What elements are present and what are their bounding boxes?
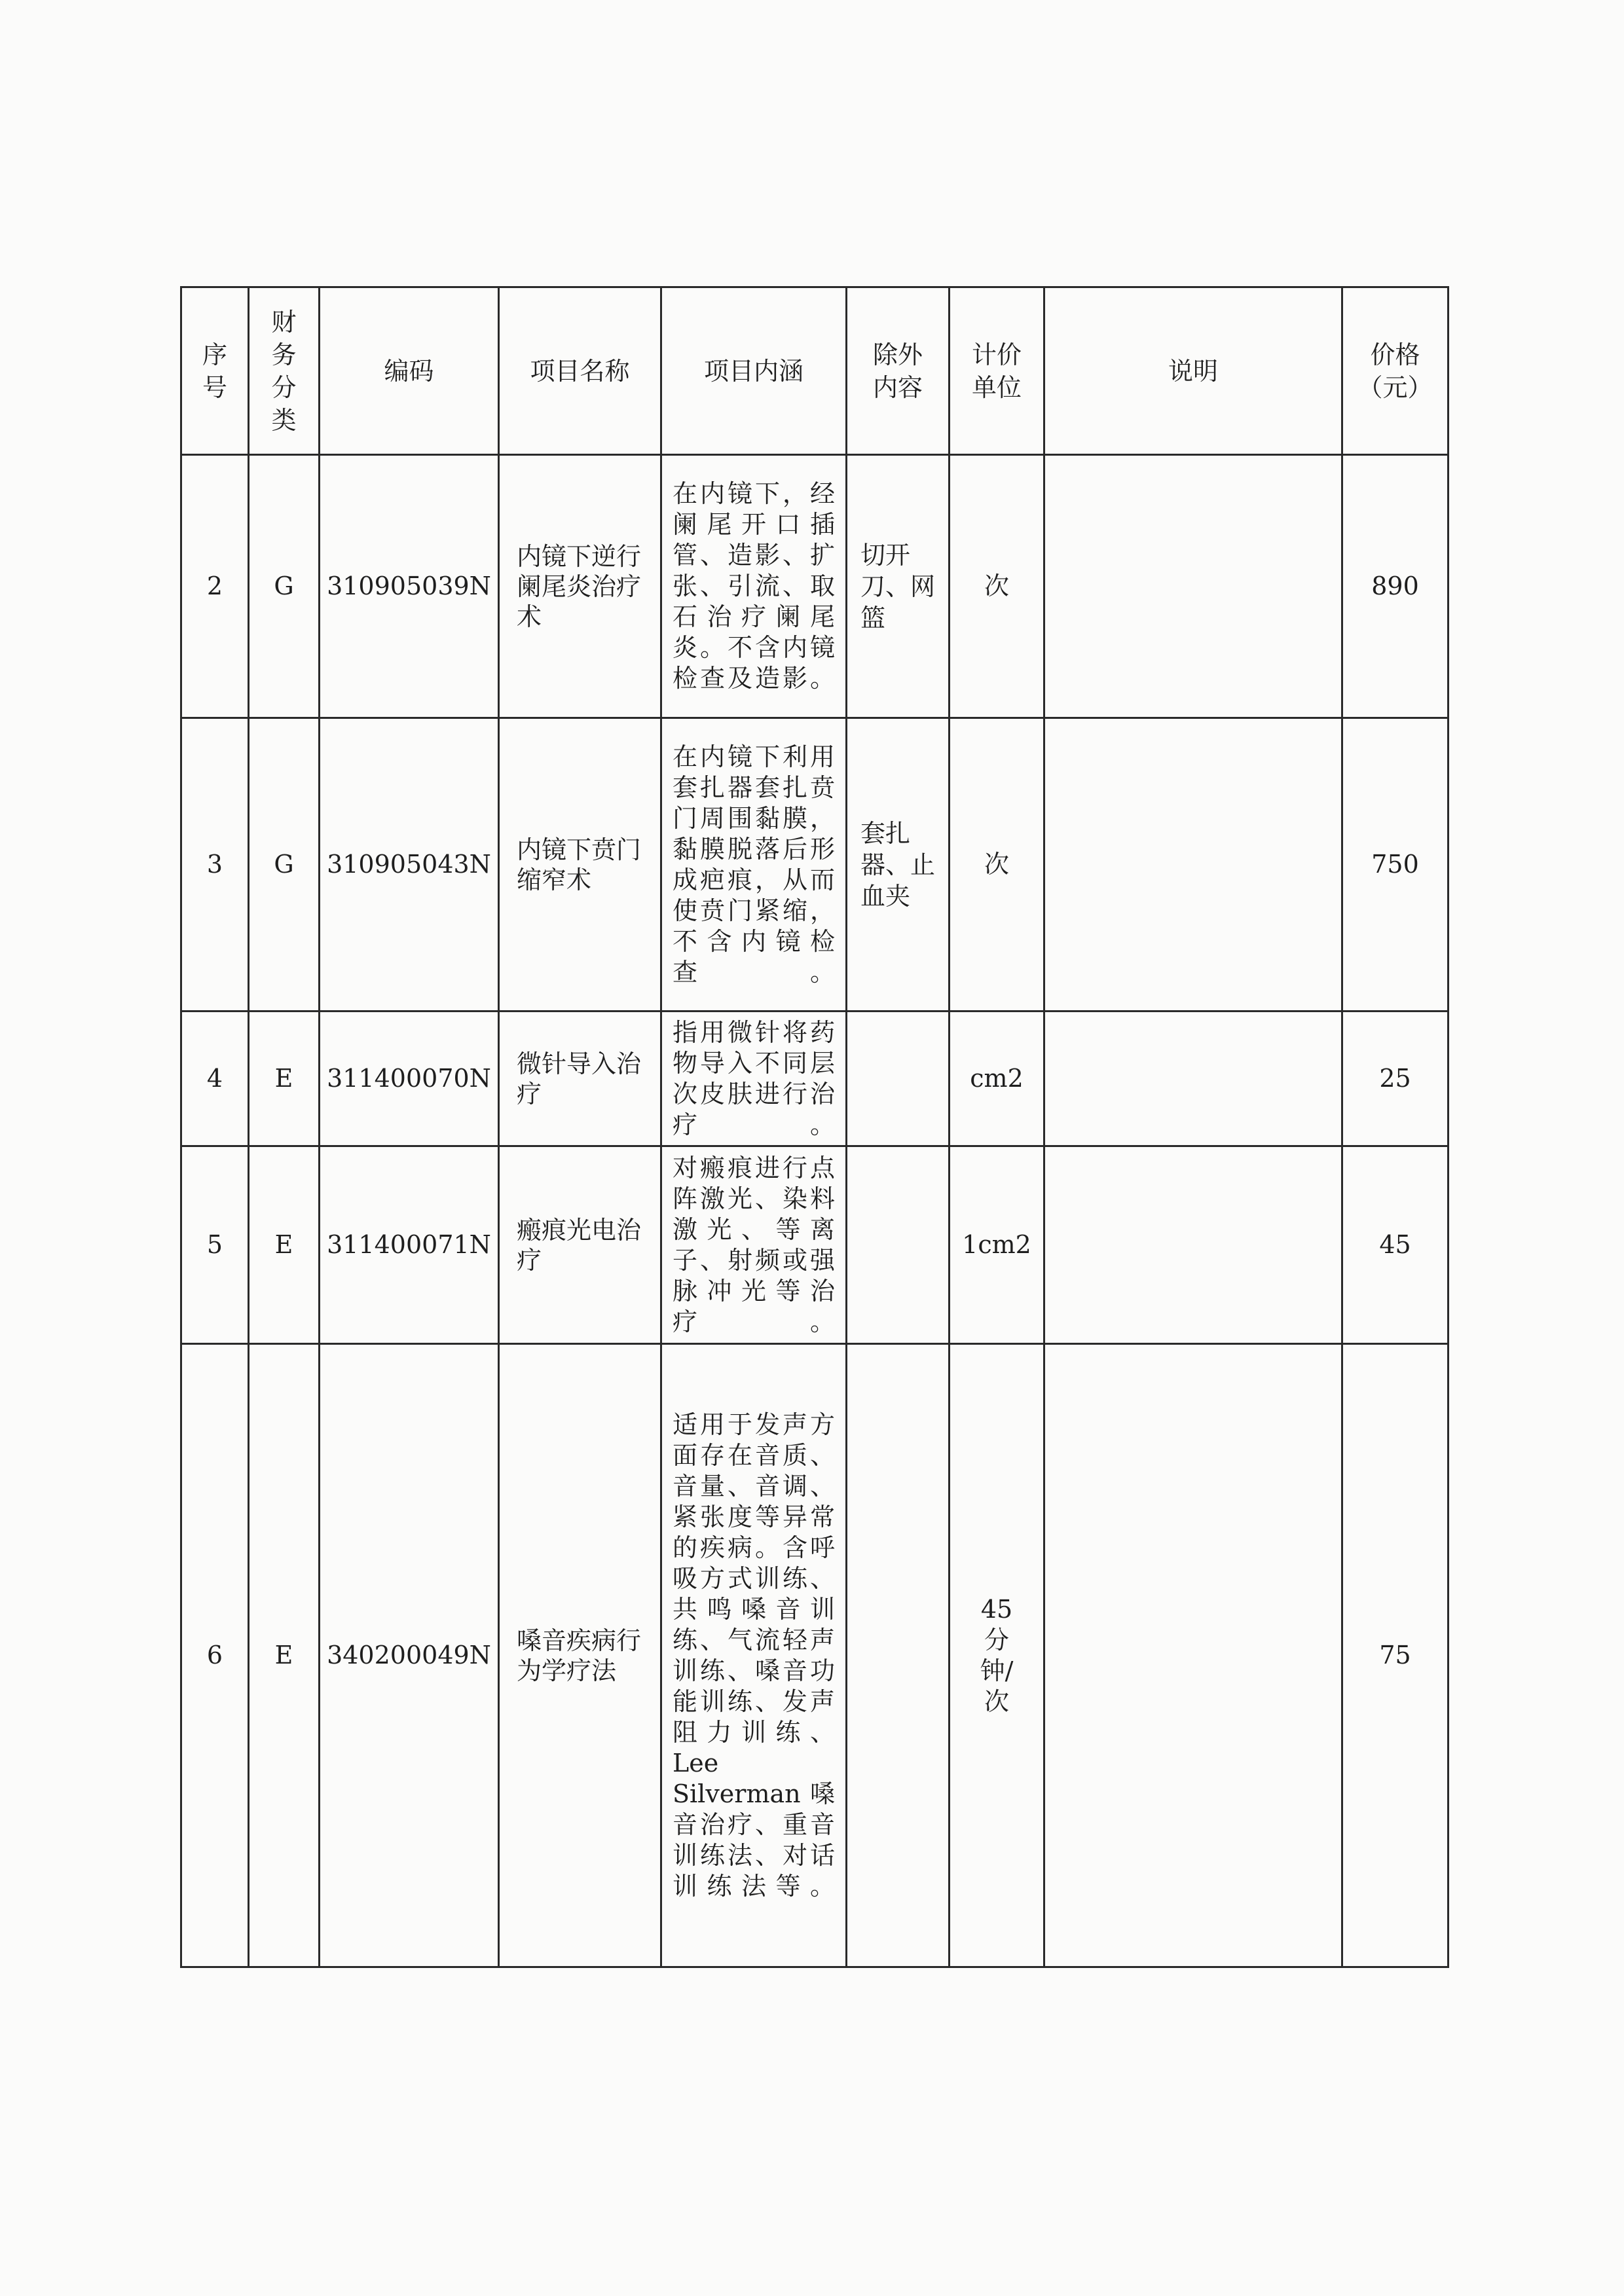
header-unit-text: 计价 单位 bbox=[971, 340, 1022, 402]
cell-name: 内镜下贲门缩窄术 bbox=[499, 718, 661, 1011]
table-row bbox=[181, 455, 1449, 718]
cell-code: 310905043N bbox=[320, 718, 499, 1011]
table-row bbox=[181, 1011, 1449, 1146]
header-seq bbox=[181, 287, 249, 455]
header-name-text: 项目名称 bbox=[530, 356, 630, 386]
cell-exclude bbox=[847, 1344, 950, 1967]
cell-price: 750 bbox=[1342, 718, 1449, 1011]
cell-exclude: 切开刀、网篮 bbox=[847, 455, 950, 718]
price-table bbox=[180, 286, 1449, 1968]
header-seq-text: 序 号 bbox=[202, 340, 227, 402]
cell-note bbox=[1044, 1344, 1342, 1967]
cell-category: G bbox=[249, 718, 320, 1011]
cell-category: E bbox=[249, 1011, 320, 1146]
header-code bbox=[320, 287, 499, 455]
cell-name: 微针导入治疗 bbox=[499, 1011, 661, 1146]
cell-note bbox=[1044, 1011, 1342, 1146]
cell-note bbox=[1044, 1146, 1342, 1344]
cell-content: 在内镜下，经阑尾开口插管、造影、扩张、引流、取石治疗阑尾炎。不含内镜检查及造影。 bbox=[661, 455, 847, 718]
header-code-text: 编码 bbox=[384, 356, 434, 386]
cell-code: 311400070N bbox=[320, 1011, 499, 1146]
cell-name: 内镜下逆行阑尾炎治疗术 bbox=[499, 455, 661, 718]
cell-exclude bbox=[847, 1011, 950, 1146]
cell-code: 311400071N bbox=[320, 1146, 499, 1344]
cell-category: E bbox=[249, 1344, 320, 1967]
cell-unit: 次 bbox=[950, 455, 1044, 718]
cell-unit: cm2 bbox=[950, 1011, 1044, 1146]
cell-seq: 4 bbox=[181, 1011, 249, 1146]
cell-name: 瘢痕光电治疗 bbox=[499, 1146, 661, 1344]
header-content bbox=[661, 287, 847, 455]
header-category-text: 财 务 分 类 bbox=[271, 307, 297, 435]
cell-content: 在内镜下利用套扎器套扎贲门周围黏膜，黏膜脱落后形成疤痕，从而使贲门紧缩，不含内镜检查。 bbox=[661, 718, 847, 1011]
cell-code: 340200049N bbox=[320, 1344, 499, 1967]
header-unit bbox=[950, 287, 1044, 455]
header-exclude-text: 除外 内容 bbox=[872, 340, 923, 402]
cell-content: 对瘢痕进行点阵激光、染料激光、等离子、射频或强脉冲光等治疗。 bbox=[661, 1146, 847, 1344]
cell-seq: 5 bbox=[181, 1146, 249, 1344]
header-price-text: 价格 （元） bbox=[1357, 340, 1433, 402]
header-name bbox=[499, 287, 661, 455]
header-row bbox=[181, 287, 1449, 455]
cell-exclude: 套扎器、止血夹 bbox=[847, 718, 950, 1011]
header-note-text: 说明 bbox=[1168, 356, 1218, 386]
cell-unit: 次 bbox=[950, 718, 1044, 1011]
cell-price: 45 bbox=[1342, 1146, 1449, 1344]
cell-note bbox=[1044, 455, 1342, 718]
cell-note bbox=[1044, 718, 1342, 1011]
table-row bbox=[181, 718, 1449, 1011]
cell-content: 指用微针将药物导入不同层次皮肤进行治疗。 bbox=[661, 1011, 847, 1146]
table-row bbox=[181, 1344, 1449, 1967]
cell-category: E bbox=[249, 1146, 320, 1344]
cell-category: G bbox=[249, 455, 320, 718]
cell-price: 890 bbox=[1342, 455, 1449, 718]
cell-price: 75 bbox=[1342, 1344, 1449, 1967]
cell-unit: 45分钟/次 bbox=[950, 1344, 1044, 1967]
header-exclude bbox=[847, 287, 950, 455]
cell-name: 嗓音疾病行为学疗法 bbox=[499, 1344, 661, 1967]
cell-exclude bbox=[847, 1146, 950, 1344]
cell-seq: 3 bbox=[181, 718, 249, 1011]
header-category bbox=[249, 287, 320, 455]
cell-unit: 1cm2 bbox=[950, 1146, 1044, 1344]
cell-code: 310905039N bbox=[320, 455, 499, 718]
cell-seq: 2 bbox=[181, 455, 249, 718]
table-row bbox=[181, 1146, 1449, 1344]
cell-seq: 6 bbox=[181, 1344, 249, 1967]
cell-price: 25 bbox=[1342, 1011, 1449, 1146]
header-content-text: 项目内涵 bbox=[703, 356, 803, 386]
cell-content: 适用于发声方面存在音质、音量、音调、紧张度等异常的疾病。含呼吸方式训练、共鸣嗓音训练、气流轻声训练、嗓音功能训练、发声阻力训练、Lee Silverman嗓音治疗、重音训练法、对话训练法等。 bbox=[661, 1344, 847, 1967]
header-price bbox=[1342, 287, 1449, 455]
header-note bbox=[1044, 287, 1342, 455]
